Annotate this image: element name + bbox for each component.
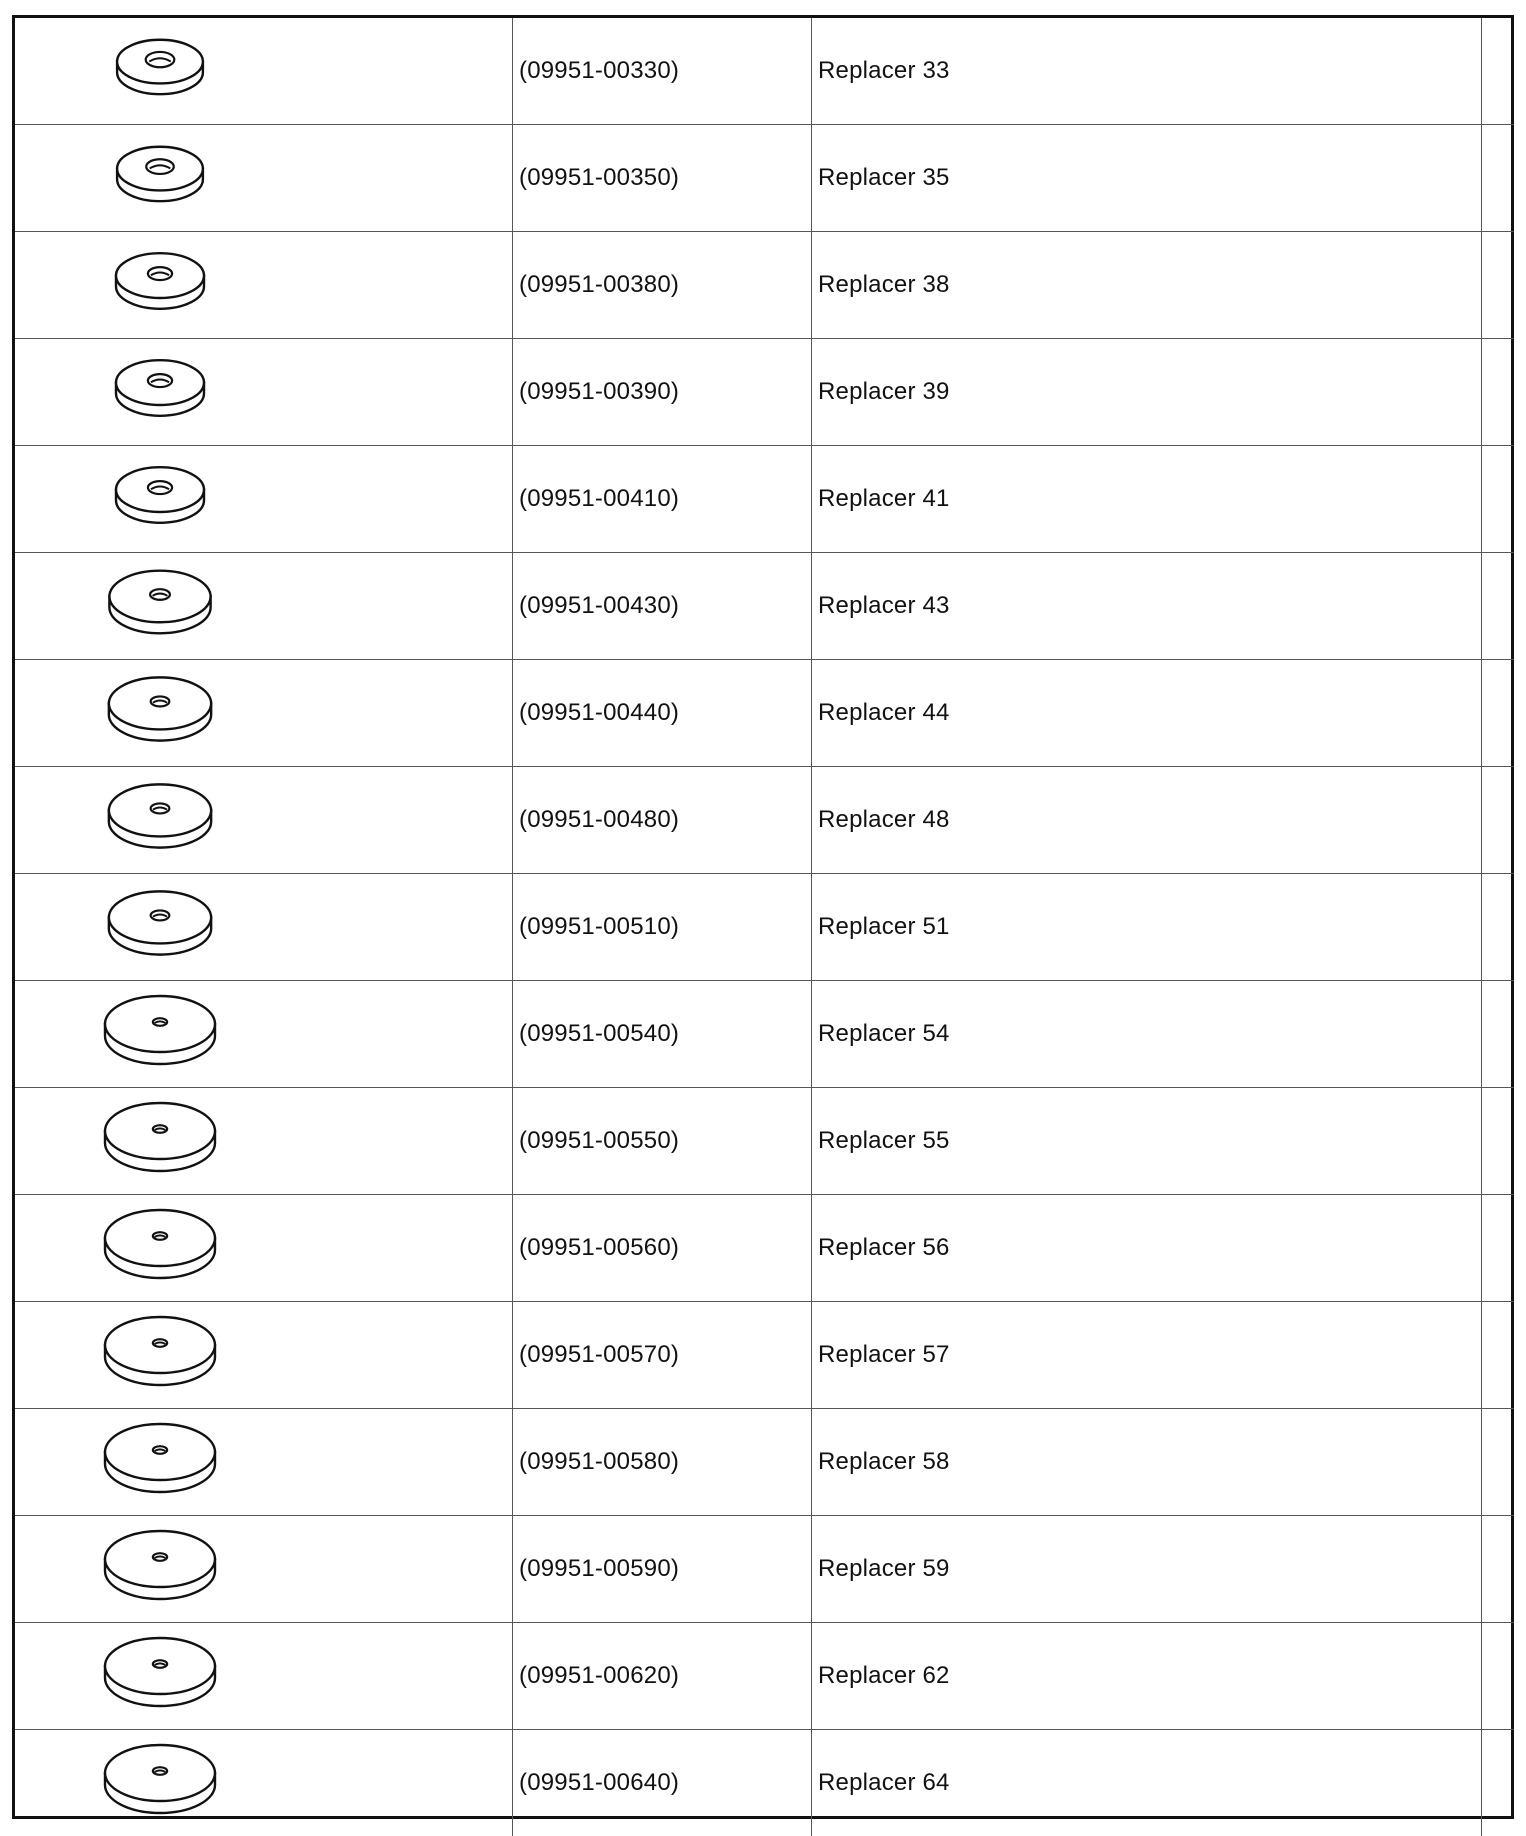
tool-table bbox=[15, 18, 1514, 1836]
blank-cell bbox=[1482, 1409, 1515, 1516]
special-tools-table bbox=[12, 15, 1514, 1819]
table-row bbox=[15, 125, 1514, 232]
tool-illustration-cell bbox=[15, 553, 513, 660]
replacer-disc-icon bbox=[15, 986, 512, 1082]
part-number-cell bbox=[513, 232, 812, 339]
tool-illustration-cell bbox=[15, 18, 513, 125]
replacer-disc-icon bbox=[15, 1735, 512, 1831]
replacer-disc-icon bbox=[15, 1628, 512, 1724]
tool-illustration-cell bbox=[15, 1730, 513, 1836]
tool-illustration-cell bbox=[15, 1302, 513, 1409]
tool-name: Replacer 39 bbox=[812, 378, 950, 405]
table-row bbox=[15, 553, 1514, 660]
disc-hole bbox=[148, 481, 172, 494]
blank-cell bbox=[1482, 553, 1515, 660]
tool-name-cell bbox=[812, 767, 1482, 874]
tool-name-cell bbox=[812, 660, 1482, 767]
tool-name: Replacer 56 bbox=[812, 1234, 950, 1261]
blank-cell bbox=[1482, 1623, 1515, 1730]
table-row bbox=[15, 981, 1514, 1088]
part-number: (09951-00590) bbox=[513, 1555, 679, 1582]
tool-name-cell bbox=[812, 553, 1482, 660]
part-number-cell bbox=[513, 1195, 812, 1302]
part-number: (09951-00570) bbox=[513, 1341, 679, 1368]
disc-hole bbox=[146, 52, 175, 67]
tool-name-cell bbox=[812, 1195, 1482, 1302]
part-number-cell bbox=[513, 125, 812, 232]
tool-name: Replacer 55 bbox=[812, 1127, 950, 1154]
table-row bbox=[15, 232, 1514, 339]
blank-cell bbox=[1482, 660, 1515, 767]
blank-cell bbox=[1482, 1302, 1515, 1409]
part-number: (09951-00330) bbox=[513, 57, 679, 84]
tool-name: Replacer 33 bbox=[812, 57, 950, 84]
tool-name-cell bbox=[812, 1302, 1482, 1409]
part-number-cell bbox=[513, 874, 812, 981]
tool-name-cell bbox=[812, 1623, 1482, 1730]
part-number-cell bbox=[513, 446, 812, 553]
table-row bbox=[15, 1195, 1514, 1302]
part-number-cell bbox=[513, 1730, 812, 1836]
tool-rows bbox=[15, 18, 1514, 1836]
tool-name-cell bbox=[812, 339, 1482, 446]
part-number-cell bbox=[513, 339, 812, 446]
tool-illustration-cell bbox=[15, 1195, 513, 1302]
tool-illustration-cell bbox=[15, 125, 513, 232]
tool-illustration-cell bbox=[15, 339, 513, 446]
part-number: (09951-00540) bbox=[513, 1020, 679, 1047]
replacer-disc-icon bbox=[15, 879, 512, 975]
part-number-cell bbox=[513, 1409, 812, 1516]
disc-hole bbox=[148, 374, 172, 387]
replacer-disc-icon bbox=[15, 1200, 512, 1296]
tool-name: Replacer 58 bbox=[812, 1448, 950, 1475]
part-number: (09951-00560) bbox=[513, 1234, 679, 1261]
part-number: (09951-00580) bbox=[513, 1448, 679, 1475]
table-row bbox=[15, 446, 1514, 553]
tool-name: Replacer 57 bbox=[812, 1341, 950, 1368]
part-number: (09951-00620) bbox=[513, 1662, 679, 1689]
part-number-cell bbox=[513, 1516, 812, 1623]
tool-name: Replacer 43 bbox=[812, 592, 950, 619]
table-row bbox=[15, 1516, 1514, 1623]
part-number: (09951-00390) bbox=[513, 378, 679, 405]
tool-name-cell bbox=[812, 1516, 1482, 1623]
tool-name: Replacer 41 bbox=[812, 485, 950, 512]
tool-name-cell bbox=[812, 125, 1482, 232]
part-number: (09951-00440) bbox=[513, 699, 679, 726]
blank-cell bbox=[1482, 874, 1515, 981]
tool-name: Replacer 62 bbox=[812, 1662, 950, 1689]
replacer-disc-icon bbox=[15, 1414, 512, 1510]
tool-illustration-cell bbox=[15, 446, 513, 553]
table-row bbox=[15, 874, 1514, 981]
part-number-cell bbox=[513, 1623, 812, 1730]
blank-cell bbox=[1482, 1730, 1515, 1836]
part-number-cell bbox=[513, 18, 812, 125]
blank-cell bbox=[1482, 125, 1515, 232]
table-row bbox=[15, 1730, 1514, 1836]
replacer-disc-icon bbox=[15, 1307, 512, 1403]
tool-illustration-cell bbox=[15, 981, 513, 1088]
tool-name: Replacer 44 bbox=[812, 699, 950, 726]
replacer-disc-icon bbox=[15, 558, 512, 654]
replacer-disc-icon bbox=[15, 23, 512, 119]
table-row bbox=[15, 767, 1514, 874]
tool-name: Replacer 35 bbox=[812, 164, 950, 191]
part-number: (09951-00480) bbox=[513, 806, 679, 833]
tool-name: Replacer 48 bbox=[812, 806, 950, 833]
disc-hole bbox=[148, 267, 172, 280]
part-number: (09951-00410) bbox=[513, 485, 679, 512]
part-number-cell bbox=[513, 1088, 812, 1195]
blank-cell bbox=[1482, 981, 1515, 1088]
tool-illustration-cell bbox=[15, 1623, 513, 1730]
tool-name-cell bbox=[812, 874, 1482, 981]
tool-illustration-cell bbox=[15, 767, 513, 874]
blank-cell bbox=[1482, 339, 1515, 446]
replacer-disc-icon bbox=[15, 1521, 512, 1617]
part-number-cell bbox=[513, 1302, 812, 1409]
tool-name-cell bbox=[812, 1088, 1482, 1195]
part-number-cell bbox=[513, 767, 812, 874]
tool-illustration-cell bbox=[15, 232, 513, 339]
table-row bbox=[15, 660, 1514, 767]
table-row bbox=[15, 1088, 1514, 1195]
tool-name: Replacer 38 bbox=[812, 271, 950, 298]
replacer-disc-icon bbox=[15, 451, 512, 547]
part-number: (09951-00380) bbox=[513, 271, 679, 298]
table-row bbox=[15, 339, 1514, 446]
part-number: (09951-00550) bbox=[513, 1127, 679, 1154]
tool-name: Replacer 51 bbox=[812, 913, 950, 940]
tool-illustration-cell bbox=[15, 1409, 513, 1516]
part-number: (09951-00430) bbox=[513, 592, 679, 619]
blank-cell bbox=[1482, 18, 1515, 125]
replacer-disc-icon bbox=[15, 665, 512, 761]
blank-cell bbox=[1482, 1516, 1515, 1623]
tool-name-cell bbox=[812, 1730, 1482, 1836]
part-number-cell bbox=[513, 981, 812, 1088]
blank-cell bbox=[1482, 767, 1515, 874]
tool-name-cell bbox=[812, 232, 1482, 339]
table-row bbox=[15, 1409, 1514, 1516]
tool-illustration-cell bbox=[15, 874, 513, 981]
tool-name-cell bbox=[812, 446, 1482, 553]
tool-illustration-cell bbox=[15, 1516, 513, 1623]
part-number: (09951-00510) bbox=[513, 913, 679, 940]
replacer-disc-icon bbox=[15, 237, 512, 333]
blank-cell bbox=[1482, 1088, 1515, 1195]
table-row bbox=[15, 1623, 1514, 1730]
tool-name: Replacer 64 bbox=[812, 1769, 950, 1796]
table-row bbox=[15, 1302, 1514, 1409]
replacer-disc-icon bbox=[15, 130, 512, 226]
replacer-disc-icon bbox=[15, 1093, 512, 1189]
blank-cell bbox=[1482, 232, 1515, 339]
tool-illustration-cell bbox=[15, 1088, 513, 1195]
part-number: (09951-00350) bbox=[513, 164, 679, 191]
replacer-disc-icon bbox=[15, 772, 512, 868]
part-number: (09951-00640) bbox=[513, 1769, 679, 1796]
part-number-cell bbox=[513, 553, 812, 660]
replacer-disc-icon bbox=[15, 344, 512, 440]
table-row bbox=[15, 18, 1514, 125]
tool-name-cell bbox=[812, 981, 1482, 1088]
tool-name: Replacer 59 bbox=[812, 1555, 950, 1582]
part-number-cell bbox=[513, 660, 812, 767]
tool-name-cell bbox=[812, 18, 1482, 125]
blank-cell bbox=[1482, 446, 1515, 553]
tool-illustration-cell bbox=[15, 660, 513, 767]
tool-name: Replacer 54 bbox=[812, 1020, 950, 1047]
blank-cell bbox=[1482, 1195, 1515, 1302]
tool-name-cell bbox=[812, 1409, 1482, 1516]
disc-hole bbox=[146, 159, 174, 174]
